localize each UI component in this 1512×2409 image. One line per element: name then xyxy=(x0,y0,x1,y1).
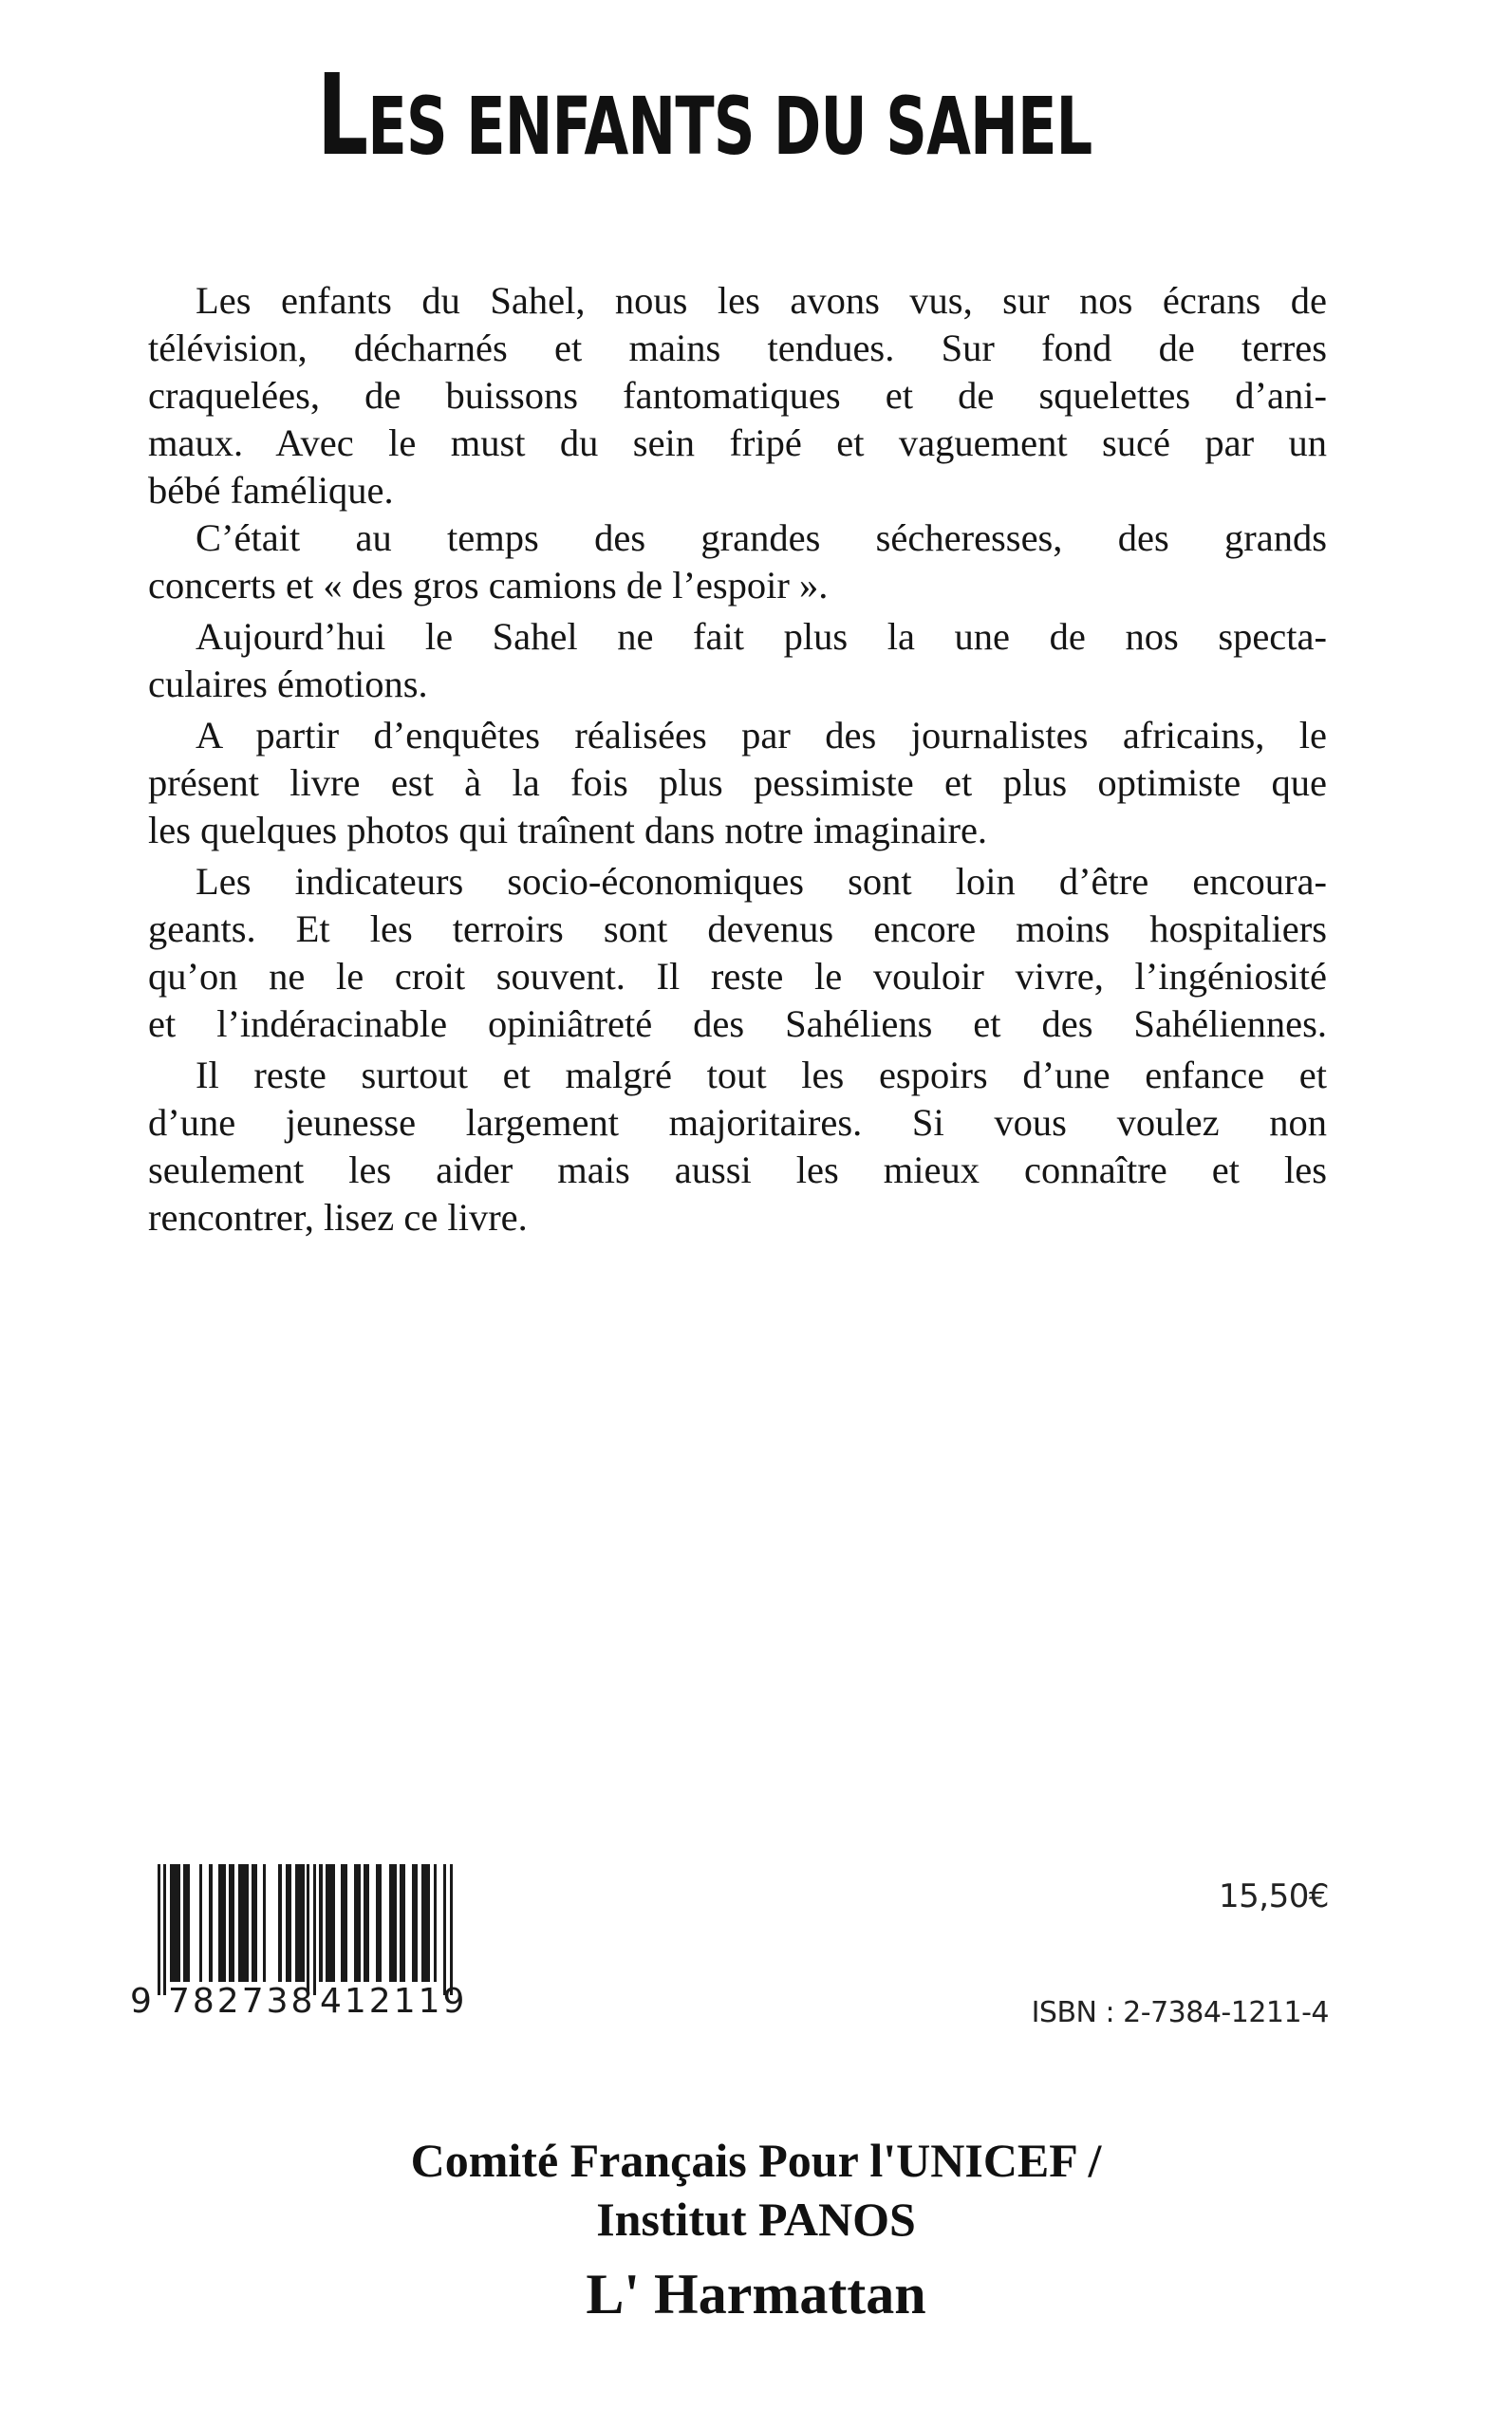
barcode-digits-left: 782738 xyxy=(168,1982,316,2021)
barcode-digit-first: 9 xyxy=(130,1982,152,2021)
publisher-line-panos: Institut PANOS xyxy=(596,2193,916,2246)
publisher-line-unicef: Comité Français Pour l'UNICEF / xyxy=(410,2134,1102,2187)
blurb-p5-line3: qu’on ne le croit souvent. Il reste le vouloir vivre, l’ingéniosité xyxy=(148,955,1327,998)
blurb-p3-line2: culaires émotions. xyxy=(148,663,428,705)
isbn-barcode xyxy=(130,1862,468,2024)
blurb-p6-line1: Il reste surtout et malgré tout les espoirs d’une enfance et xyxy=(196,1054,1327,1096)
isbn-label: ISBN : 2-7384-1211-4 xyxy=(1031,1996,1329,2029)
blurb-p4-line1: A partir d’enquêtes réalisées par des journalistes africains, le xyxy=(196,714,1327,756)
blurb-p6-line4: rencontrer, lisez ce livre. xyxy=(148,1196,528,1239)
blurb-p5-line4: et l’indéracinable opiniâtreté des Sahéliens et des Sahéliennes. xyxy=(148,1002,1327,1045)
blurb-p2-line2: concerts et « des gros camions de l’espoir ». xyxy=(148,564,829,607)
blurb-p2-line1: C’était au temps des grandes sécheresses, des grands xyxy=(196,516,1327,559)
blurb-p4-line2: présent livre est à la fois plus pessimiste et plus optimiste que xyxy=(148,761,1327,804)
blurb-p3-line1: Aujourd’hui le Sahel ne fait plus la une de nos specta- xyxy=(196,615,1327,658)
title-initial: L xyxy=(317,49,368,180)
blurb-p1-line5: bébé famélique. xyxy=(148,469,394,512)
barcode-bars-icon xyxy=(130,1862,462,1995)
blurb-p1-line1: Les enfants du Sahel, nous les avons vus, sur nos écrans de xyxy=(196,279,1327,322)
title-rest: ES ENFANTS DU SAHEL xyxy=(367,80,1092,173)
blurb-p1-line2: télévision, décharnés et mains tendues. Sur fond de terres xyxy=(148,327,1327,369)
blurb-p5-line2: geants. Et les terroirs sont devenus encore moins hospitaliers xyxy=(148,907,1327,950)
barcode-digits xyxy=(130,1980,468,2024)
blurb-p1-line3: craquelées, de buissons fantomatiques et de squelettes d’ani- xyxy=(148,374,1327,417)
publisher-line-harmattan: L' Harmattan xyxy=(586,2263,926,2325)
blurb-p6-line2: d’une jeunesse largement majoritaires. Si vous voulez non xyxy=(148,1101,1327,1144)
blurb-p4-line3: les quelques photos qui traînent dans notre imaginaire. xyxy=(148,809,988,851)
blurb-p6-line3: seulement les aider mais aussi les mieux connaître et les xyxy=(148,1148,1327,1191)
price-label: 15,50€ xyxy=(1219,1877,1329,1915)
blurb-p5-line1: Les indicateurs socio-économiques sont loin d’être encoura- xyxy=(196,860,1327,903)
book-title xyxy=(317,49,1092,182)
blurb-p1-line4: maux. Avec le must du sein fripé et vaguement sucé par un xyxy=(148,421,1327,464)
barcode-digits-right: 412119 xyxy=(320,1982,468,2021)
